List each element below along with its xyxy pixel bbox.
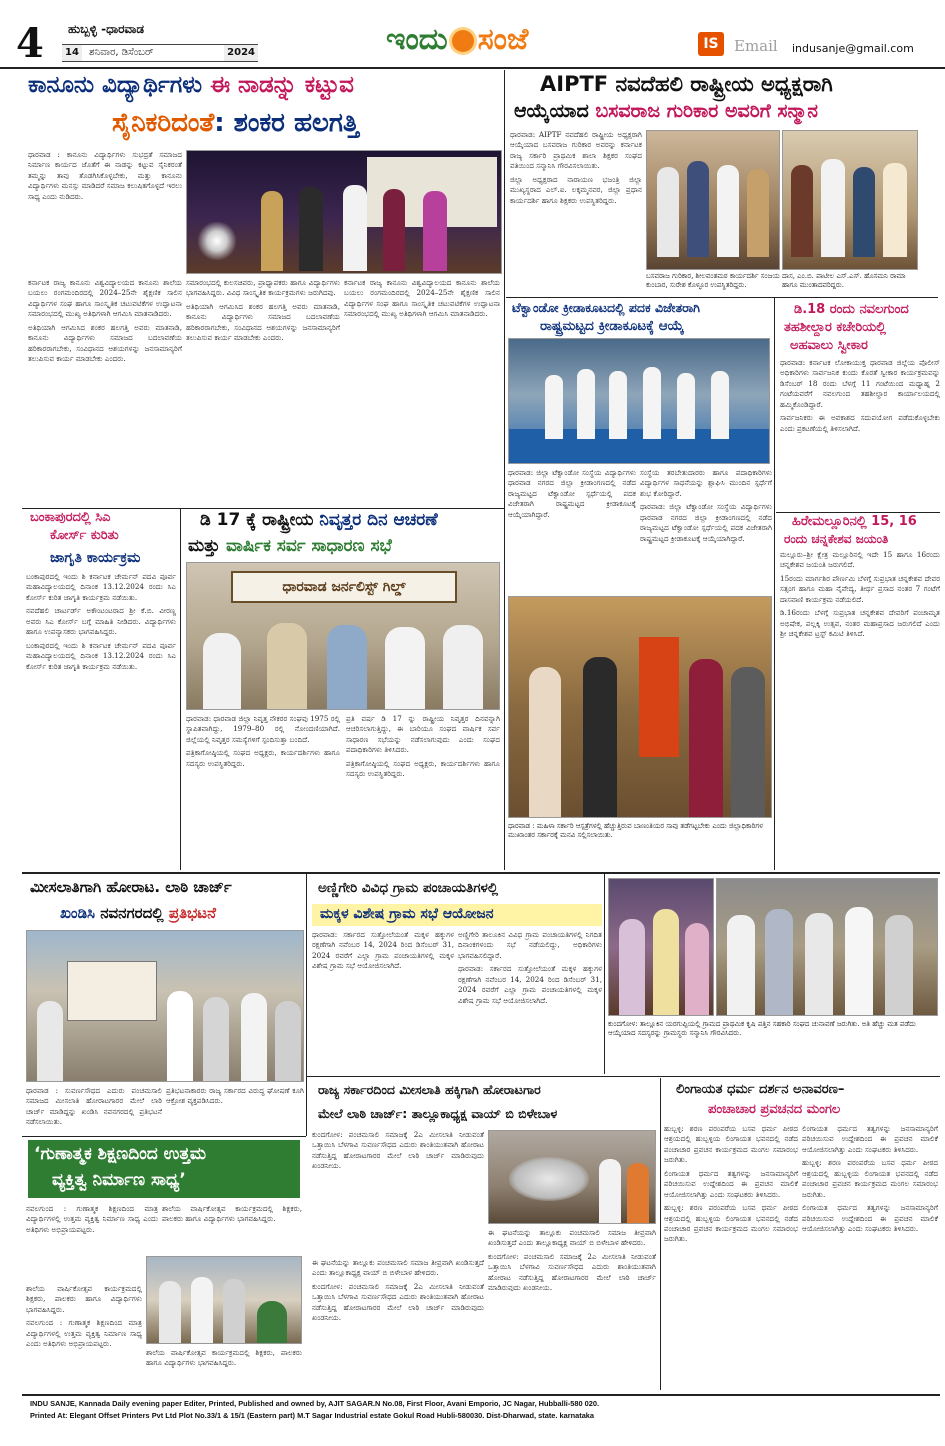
person-figure	[203, 633, 241, 709]
person-figure	[805, 913, 833, 1016]
article5-body	[780, 550, 940, 864]
article6-headline-2: ಕೋರ್ಸ್ ಕುರಿತು	[50, 528, 119, 543]
article2-caption-left: ಬಸವರಾಜ ಗುರಿಕಾರ, ಶೀಲವಂತಮಠ ಕಾರ್ಯದರ್ಶಿ ಸಂಜಯ ಕುಂಬಾರ, ಸುರೇಶ ಕೊಳ್ಳೂರ ಉಪಸ್ಥಿತರಿದ್ದರು.	[646, 272, 780, 290]
article11-headline-1: ರಾಜ್ಯ ಸರ್ಕಾರದಿಂದ ಮೀಸಲಾತಿ ಹಕ್ಕಿಗಾಗಿ ಹೋರಾಟಗಾರ	[318, 1082, 541, 1097]
article13-headline-2: ವ್ಯಕ್ತಿತ್ವ ನಿರ್ಮಾಣ ಸಾಧ್ಯ’	[52, 1170, 186, 1190]
article4-paragraph: ಸಾರ್ವಜನಿಕರು ಈ ಅವಕಾಶದ ಸದುಪಯೋಗ ಪಡೆದುಕೊಳ್ಳಬೇಕು ಎಂದು ಪ್ರಕಟಣೆಯಲ್ಲಿ ತಿಳಿಸಲಾಗಿದೆ.	[780, 413, 940, 433]
person-figure	[883, 163, 907, 257]
article10-caption: ಕುಂದಗೋಳ: ತಾಲ್ಲೂಕಿನ ಯರಗುಪ್ಪಿಯಲ್ಲಿ ಗ್ರಾಮದ ಪ್ರಾಥಮಿಕ ಕೃಷಿ ಪತ್ತಿನ ಸಹಕಾರಿ ಸಂಘದ ಚುನಾವಣೆ ಜರುಗಿತು. ಅತಿ ಹೆಚ್ಚು ಮತ ಪಡೆದು ಆಯ್ಕೆಯಾದ ಸದಸ್ಯರನ್ನು ಗ್ರಾಮಸ್ಥರು ಸನ್ಮಾನಿಸಿ ಗೌರವಿಸಿದರು.	[608, 1020, 916, 1038]
athlete-figure	[609, 371, 627, 439]
protest-banner	[67, 961, 157, 1021]
athlete-figure	[677, 373, 695, 439]
article9-headline-2: ಮಕ್ಕಳ ವಿಶೇಷ ಗ್ರಾಮ ಸಭೆ ಆಯೋಜನ	[320, 906, 494, 922]
article3-body-col2	[640, 468, 772, 592]
article11-headline-2: ಮೇಲೆ ಲಾಠಿ ಚಾರ್ಜ್: ತಾಲ್ಲೂಕಾಧ್ಯಕ್ಷ ವಾಯ್ ಬಿ ಬಿಳೇಬಾಳ	[318, 1106, 558, 1121]
column-rule	[180, 508, 181, 870]
article7-headline-highlight: ನಿವೃತ್ತರ ದಿನ ಆಚರಣೆ	[319, 510, 438, 530]
article8-body-col2	[166, 1086, 304, 1130]
imprint-line-2: Printed At: Elegant Offset Printers Pvt Ltd Plot No.33/1 & 15/1 (Eastern part) M.T Sagar Industrial estate Gokul Road Hubli-580030. Dist-Dharwad, state. karnataka	[30, 1411, 595, 1420]
article1-body-col2	[28, 278, 182, 504]
person-figure	[423, 191, 447, 271]
article13-headline-1: ‘ಗುಣಾತ್ಮಕ ಶಿಕ್ಷಣದಿಂದ ಉತ್ತಮ	[34, 1144, 207, 1164]
article5-headline-1: ಹಿರೇಮಲ್ಲೂರಿನಲ್ಲಿ 15, 16	[792, 514, 917, 529]
article13-body-col3	[26, 1284, 142, 1388]
person-figure	[657, 167, 679, 257]
article2-paragraph: ಜಿಲ್ಲಾ ಅಧ್ಯಕ್ಷರಾದ ನಾರಾಯಣ ಭಜಂತ್ರಿ ಜಿಲ್ಲಾ ಮುಖ್ಯಸ್ಥರಾದ ಎಲ್.ಐ. ಲಕ್ಕಮ್ಮನವರ, ಜಿಲ್ಲಾ ಪ್ರಧಾನ ಕಾರ್ಯದರ್ಶಿ ಹಾಗೂ ಶಿಕ್ಷಕರು ಉಪಸ್ಥಿತರಿದ್ದರು.	[510, 174, 642, 205]
article13-body-col4	[146, 1348, 302, 1388]
article8-body-col1	[26, 1086, 162, 1130]
sun-logo-icon	[452, 30, 474, 52]
date-number: 14	[62, 45, 82, 61]
article12-paragraph: ಹುಬ್ಬಳ್ಳಿ: ಶರಣ ಪರಂಪರೆಯ ಬಸವ ಧರ್ಮ ಪೀಠದ ಆಶ್ರಯದಲ್ಲಿ ಹುಬ್ಬಳ್ಳಿಯ ಲಿಂಗಾಯತ ಭವನದಲ್ಲಿ ನಡೆದ ಪಂಚಾಚಾರ ಪ್ರವಚನ ಕಾರ್ಯಕ್ರಮದ ಮಂಗಲ ಸಮಾರಂಭ ಜರುಗಿತು.	[802, 1158, 938, 1199]
logo-indu: ಇಂದು	[386, 22, 448, 57]
imprint-line-1: INDU SANJE, Kannada Daily evening paper Editer, Printed, Published and owned by, AJIT SAGAR.N No.08, First Floor, Avani Emporio, JC Nagar, Hubballi-580 020.	[30, 1399, 600, 1408]
article8-headline-1: ಮೀಸಲಾತಿಗಾಗಿ ಹೋರಾಟ. ಲಾಠಿ ಚಾರ್ಜ್	[30, 878, 232, 896]
section-rule	[306, 1076, 940, 1077]
is-logo-icon: IS	[698, 32, 724, 56]
article8-photo	[26, 930, 304, 1082]
article5-headline-2: ರಂದು ಚನ್ನಕೇಶವ ಜಯಂತಿ	[784, 532, 889, 546]
article2-headline-aiptf: AIPTF	[540, 72, 609, 96]
newspaper-logo	[386, 22, 528, 57]
article11-paragraph: ಕುಂದಗೋಳ: ಪಂಚಮಸಾಲಿ ಸಮಾಜಕ್ಕೆ 2ಎ ಮೀಸಲಾತಿ ನೀಡುವಂತೆ ಒತ್ತಾಯಿಸಿ ಬೆಳಗಾವಿ ಸುವರ್ಣಸೌಧದ ಎದುರು ಶಾಂತಿಯುತವಾಗಿ ಹೋರಾಟ ನಡೆಸುತ್ತಿದ್ದ ಹೋರಾಟಗಾರರ ಮೇಲೆ ಲಾಠಿ ಚಾರ್ಜ್ ಮಾಡಿರುವುದು ಖಂಡನೀಯ.	[488, 1251, 656, 1293]
column-rule	[660, 1078, 661, 1390]
column-rule	[504, 70, 505, 870]
person-figure	[821, 159, 845, 257]
article5-paragraph: ಡಿ.16ರಂದು ಬೆಳಗ್ಗೆ ಸುಪ್ರಭಾತ ಚನ್ನಕೇಶವ ದೇವರಿಗೆ ಪಂಚಾಮೃತ ಅಭಿಷೇಕ, ಪಲ್ಲಕ್ಕಿ ಉತ್ಸವ, ನಂತರ ಮಹಾಪ್ರಸಾದ ಜರುಗಲಿದೆ ಎಂದು ಶ್ರೀ ಚನ್ನಕೇಶವ ಟ್ರಸ್ಟ್ ಕಮಿಟಿ ತಿಳಿಸಿದೆ.	[780, 608, 940, 639]
article13-paragraph: ಶಾಲೆಯ ವಾರ್ಷಿಕೋತ್ಸವ ಕಾರ್ಯಕ್ರಮದಲ್ಲಿ ಶಿಕ್ಷಕರು, ಪಾಲಕರು ಹಾಗೂ ವಿದ್ಯಾರ್ಥಿಗಳು ಭಾಗವಹಿಸಿದ್ದರು.	[162, 1204, 302, 1224]
email-address[interactable]: indusanje@gmail.com	[792, 42, 914, 55]
article1-headline-highlight: ಈ ನಾಡನ್ನು ಕಟ್ಟುವ	[210, 72, 354, 98]
person-figure	[689, 659, 723, 817]
article13-paragraph: ನವಲಗುಂದ : ಗುಣಾತ್ಮಕ ಶಿಕ್ಷಣದಿಂದ ಮಾತ್ರ ವಿದ್ಯಾರ್ಥಿಗಳಲ್ಲಿ ಉತ್ತಮ ವ್ಯಕ್ತಿತ್ವ ನಿರ್ಮಾಣ ಸಾಧ್ಯ ಎಂದು ಅತಿಥಿಗಳು ಅಭಿಪ್ರಾಯಪಟ್ಟರು.	[26, 1204, 158, 1234]
article4-paragraph: ಧಾರವಾಡ: ಕರ್ನಾಟಕ ಲೋಕಾಯುಕ್ತ ಧಾರವಾಡ ಜಿಲ್ಲೆಯ ಪೊಲೀಸ್ ಅಧಿಕಾರಿಗಳು ಸಾರ್ವಜನಿಕ ಕುಂದು ಕೊರತೆ ಸ್ವೀಕಾರ ಕಾರ್ಯಕ್ರಮವನ್ನು ಡಿಸೆಂಬರ್ 18 ರಂದು ಬೆಳಗ್ಗೆ 11 ಗಂಟೆಯಿಂದ ಮಧ್ಯಾಹ್ನ 2 ಗಂಟೆಯವರೆಗೆ ನವಲಗುಂದ ತಹಶೀಲ್ದಾರ ಕಾರ್ಯಾಲಯದಲ್ಲಿ ಹಮ್ಮಿಕೊಂಡಿದ್ದಾರೆ.	[780, 358, 940, 409]
person-figure	[619, 919, 645, 1016]
person-figure	[685, 923, 709, 1016]
article10-photo-left	[608, 878, 714, 1016]
person-figure	[687, 161, 709, 257]
article1-headline-text: ಕಾನೂನು ವಿದ್ಯಾರ್ಥಿಗಳು	[28, 72, 211, 98]
article6-paragraph: ಬಂಕಾಪುರದಲ್ಲಿ ಇಂದು ಶಿ ಕರ್ನಾಟಕ ಚೇರ್ಮನ್ ಪದವಿ ಪೂರ್ವ ಮಹಾವಿದ್ಯಾಲಯದಲ್ಲಿ ದಿನಾಂಕ 13.12.2024 ರಂದು ಸಿಎ ಕೋರ್ಸ್ ಕುರಿತ ಜಾಗೃತಿ ಕಾರ್ಯಕ್ರಮ ನಡೆಯಿತು.	[26, 572, 176, 602]
article1-paragraph: ಕರ್ನಾಟಕ ರಾಜ್ಯ ಕಾನೂನು ವಿಶ್ವವಿದ್ಯಾಲಯದ ಕಾನೂನು ಶಾಲೆಯ ಬಯಲು ರಂಗಮಂದಿರದಲ್ಲಿ 2024–25ನೇ ಶೈಕ್ಷಣಿಕ ಸಾಲಿನ ವಿದ್ಯಾರ್ಥಿಗಳ ಸಂಘ ಹಾಗೂ ಸಾಂಸ್ಕೃತಿಕ ಚಟುವಟಿಕೆಗಳ ಉದ್ಘಾಟನಾ ಸಮಾರಂಭದಲ್ಲಿ ಮುಖ್ಯ ಅತಿಥಿಗಳಾಗಿ ಆಗಮಿಸಿ ಮಾತನಾಡಿದರು.	[344, 278, 500, 319]
article13-paragraph: ನವಲಗುಂದ : ಗುಣಾತ್ಮಕ ಶಿಕ್ಷಣದಿಂದ ಮಾತ್ರ ವಿದ್ಯಾರ್ಥಿಗಳಲ್ಲಿ ಉತ್ತಮ ವ್ಯಕ್ತಿತ್ವ ನಿರ್ಮಾಣ ಸಾಧ್ಯ ಎಂದು ಅತಿಥಿಗಳು ಅಭಿಪ್ರಾಯಪಟ್ಟರು.	[26, 1318, 142, 1349]
article8-headline2-highlight: ಖಂಡಿಸಿ	[60, 904, 95, 922]
article3-paragraph: ಸಂಸ್ಥೆಯ ತರಬೇತುದಾರರು ಹಾಗೂ ಪದಾಧಿಕಾರಿಗಳು ವಿದ್ಯಾರ್ಥಿಗಳ ಸಾಧನೆಯನ್ನು ಶ್ಲಾಘಿಸಿ ಮುಂದಿನ ಸ್ಪರ್ಧೆಗೆ ಶುಭ ಕೋರಿದ್ದಾರೆ.	[640, 468, 772, 498]
guild-banner: ಧಾರವಾಡ ಜರ್ನಲಿಸ್ಟ್ ಗಿಲ್ಡ್	[231, 571, 457, 603]
article1-photo	[186, 150, 502, 274]
article2-headline-2	[514, 100, 944, 123]
article2-photo-right	[782, 130, 918, 270]
section-rule	[22, 508, 504, 509]
article1-body-col4	[344, 278, 500, 504]
article1-headline2-highlight: ಸೈನಿಕರಿದಂತೆ	[112, 108, 215, 138]
article7-headline2-highlight: ವಾರ್ಷಿಕ ಸರ್ವ ಸಾಧಾರಣ ಸಭೆ	[225, 536, 392, 556]
person-figure	[791, 165, 813, 257]
column-rule	[774, 298, 775, 870]
article1-paragraph: ಕರ್ನಾಟಕ ರಾಜ್ಯ ಕಾನೂನು ವಿಶ್ವವಿದ್ಯಾಲಯದ ಕಾನೂನು ಶಾಲೆಯ ಬಯಲು ರಂಗಮಂದಿರದಲ್ಲಿ 2024–25ನೇ ಶೈಕ್ಷಣಿಕ ಸಾಲಿನ ವಿದ್ಯಾರ್ಥಿಗಳ ಸಂಘ ಹಾಗೂ ಸಾಂಸ್ಕೃತಿಕ ಚಟುವಟಿಕೆಗಳ ಉದ್ಘಾಟನಾ ಸಮಾರಂಭದಲ್ಲಿ ಮುಖ್ಯ ಅತಿಥಿಗಳಾಗಿ ಆಗಮಿಸಿ ಮಾತನಾಡಿದರು.	[28, 278, 182, 319]
article1-paragraph: ಅತಿಥಿಯಾಗಿ ಆಗಮಿಸಿದ ಶಂಕರ ಹಲಗತ್ತಿ ಅವರು ಮಾತನಾಡಿ, ಕಾನೂನು ವಿದ್ಯಾರ್ಥಿಗಳು ಸಮಾಜದ ಬದಲಾವಣೆಯ ಹರಿಕಾರರಾಗಬೇಕು, ಸಂವಿಧಾನದ ಆಶಯಗಳನ್ನು ಜನಸಾಮಾನ್ಯರಿಗೆ ತಲುಪಿಸುವ ಕಾರ್ಯ ಮಾಡಬೇಕು ಎಂದರು.	[186, 301, 340, 343]
article9-body-col1	[312, 930, 454, 1070]
article11-body-col1	[312, 1130, 484, 1254]
person-figure	[599, 1159, 621, 1224]
article3-photo-2	[508, 596, 772, 818]
athlete-figure	[577, 369, 595, 439]
article2-headline-1	[540, 72, 940, 97]
masthead	[0, 0, 945, 68]
article4-headline-1: ಡಿ.18 ರಂದು ನವಲಗುಂದ	[794, 302, 909, 317]
person-figure	[653, 909, 679, 1016]
article12-paragraph: ಹುಬ್ಬಳ್ಳಿ: ಶರಣ ಪರಂಪರೆಯ ಬಸವ ಧರ್ಮ ಪೀಠದ ಆಶ್ರಯದಲ್ಲಿ ಹುಬ್ಬಳ್ಳಿಯ ಲಿಂಗಾಯತ ಭವನದಲ್ಲಿ ನಡೆದ ಪಂಚಾಚಾರ ಪ್ರವಚನ ಕಾರ್ಯಕ್ರಮದ ಮಂಗಲ ಸಮಾರಂಭ ಜರುಗಿತು.	[664, 1203, 798, 1244]
person-figure	[299, 187, 323, 271]
person-figure	[529, 667, 561, 817]
person-figure	[885, 915, 913, 1016]
article7-headline2-text: ಮತ್ತು	[188, 536, 226, 556]
article1-headline-1	[28, 72, 498, 100]
article3-headline-2: ರಾಷ್ಟ್ರಮಟ್ಟದ ಕ್ರೀಡಾಕೂಟಕ್ಕೆ ಆಯ್ಕೆ	[540, 318, 684, 334]
section-rule	[506, 297, 938, 298]
article2-headline2-text: ಆಯ್ಕೆಯಾದ	[514, 100, 596, 122]
article7-body-col1	[186, 714, 340, 864]
column-rule	[604, 874, 605, 1074]
article3-paragraph: ಧಾರವಾಡ: ಜಿಲ್ಲಾ ಟೆಕ್ವಾಂಡೋ ಸಂಸ್ಥೆಯ ವಿದ್ಯಾರ್ಥಿಗಳು ಧಾರವಾಡ ನಗರದ ಜಿಲ್ಲಾ ಕ್ರೀಡಾಂಗಣದಲ್ಲಿ ನಡೆದ ರಾಜ್ಯಮಟ್ಟದ ಟೆಕ್ವಾಂಡೋ ಸ್ಪರ್ಧೆಯಲ್ಲಿ ಪದಕ ವಿಜೇತರಾಗಿ ರಾಷ್ಟ್ರಮಟ್ಟದ ಕ್ರೀಡಾಕೂಟಕ್ಕೆ ಆಯ್ಕೆಯಾಗಿದ್ದಾರೆ.	[640, 502, 772, 543]
footer-rule	[22, 1394, 940, 1396]
dateline	[62, 44, 258, 62]
article1-paragraph: ಧಾರವಾಡ : ಕಾನೂನು ವಿದ್ಯಾರ್ಥಿಗಳು ಸುಭದ್ರತೆ ಸಮಾಜದ ನಿರ್ಮಾಣ ಕಾರ್ಯದ ಜೊತೆಗೆ ಈ ನಾಡನ್ನು ಕಟ್ಟುವ ಸೈನಿಕರಂತೆ ತಮ್ಮನ್ನು ತಾವು ತೊಡಗಿಸಿಕೊಳ್ಳಬೇಕು, ಮತ್ತು ಕಾನೂನು ವಿದ್ಯಾರ್ಥಿಗಳು ಮನಸ್ಸು ಮಾಡಿದರೆ ಸಮಾಜ ಕಲುಷಿತಗೊಳ್ಳದೆ ಇರಲು ಸಾಧ್ಯ ಎಂದು ನುಡಿದರು.	[28, 150, 182, 201]
article11-paragraph: ಕುಂದಗೋಳ: ಪಂಚಮಸಾಲಿ ಸಮಾಜಕ್ಕೆ 2ಎ ಮೀಸಲಾತಿ ನೀಡುವಂತೆ ಒತ್ತಾಯಿಸಿ ಬೆಳಗಾವಿ ಸುವರ್ಣಸೌಧದ ಎದುರು ಶಾಂತಿಯುತವಾಗಿ ಹೋರಾಟ ನಡೆಸುತ್ತಿದ್ದ ಹೋರಾಟಗಾರರ ಮೇಲೆ ಲಾಠಿ ಚಾರ್ಜ್ ಮಾಡಿರುವುದು ಖಂಡನೀಯ.	[312, 1281, 484, 1323]
article7-body-col2	[346, 714, 500, 864]
column-rule	[306, 874, 307, 1136]
article11-paragraph: ಈ ಘಟನೆಯನ್ನು ತಾಲ್ಲೂಕು ಪಂಚಮಸಾಲಿ ಸಮಾಜ ತೀವ್ರವಾಗಿ ಖಂಡಿಸುತ್ತದೆ ಎಂದು ತಾಲ್ಲೂಕಾಧ್ಯಕ್ಷ ವಾಯ್ ಬಿ ಬಿಳೇಬಾಳ ಹೇಳಿದರು.	[312, 1258, 484, 1278]
person-figure	[191, 1277, 213, 1344]
article3-photo	[508, 338, 770, 464]
article12-paragraph: ಲಿಂಗಾಯತ ಧರ್ಮದ ತತ್ವಗಳನ್ನು ಜನಸಾಮಾನ್ಯರಿಗೆ ಪರಿಚಯಿಸುವ ಉದ್ದೇಶದಿಂದ ಈ ಪ್ರವಚನ ಮಾಲಿಕೆ ಆಯೋಜಿಸಲಾಗಿತ್ತು ಎಂದು ಸಂಘಟಕರು ತಿಳಿಸಿದರು.	[664, 1168, 798, 1199]
article6-body	[26, 572, 176, 870]
athlete-figure	[711, 371, 729, 439]
article6-paragraph: ಬಂಕಾಪುರದಲ್ಲಿ ಇಂದು ಶಿ ಕರ್ನಾಟಕ ಚೇರ್ಮನ್ ಪದವಿ ಪೂರ್ವ ಮಹಾವಿದ್ಯಾಲಯದಲ್ಲಿ ದಿನಾಂಕ 13.12.2024 ರಂದು ಸಿಎ ಕೋರ್ಸ್ ಕುರಿತ ಜಾಗೃತಿ ಕಾರ್ಯಕ್ರಮ ನಡೆಯಿತು.	[26, 640, 176, 671]
article3-caption: ಧಾರವಾಡ : ಮಹಿಳಾ ಸರ್ಕಾರಿ ಆಸ್ಪತ್ರೆಗಳಲ್ಲಿ ಹೆಚ್ಚುತ್ತಿರುವ ಬಾಣಂತಿಯರ ಸಾವು ತಡೆಗಟ್ಟಬೇಕು ಎಂದು ಜಿಲ್ಲಾಧಿಕಾರಿಗಳ ಮುಖಾಂತರ ಸರ್ಕಾರಕ್ಕೆ ಮನವಿ ಸಲ್ಲಿಸಲಾಯಿತು.	[508, 822, 763, 840]
person-figure	[241, 993, 267, 1082]
article12-paragraph: ಲಿಂಗಾಯತ ಧರ್ಮದ ತತ್ವಗಳನ್ನು ಜನಸಾಮಾನ್ಯರಿಗೆ ಪರಿಚಯಿಸುವ ಉದ್ದೇಶದಿಂದ ಈ ಪ್ರವಚನ ಮಾಲಿಕೆ ಆಯೋಜಿಸಲಾಗಿತ್ತು ಎಂದು ಸಂಘಟಕರು ತಿಳಿಸಿದರು.	[802, 1203, 938, 1233]
article1-paragraph: ಅತಿಥಿಯಾಗಿ ಆಗಮಿಸಿದ ಶಂಕರ ಹಲಗತ್ತಿ ಅವರು ಮಾತನಾಡಿ, ಕಾನೂನು ವಿದ್ಯಾರ್ಥಿಗಳು ಸಮಾಜದ ಬದಲಾವಣೆಯ ಹರಿಕಾರರಾಗಬೇಕು, ಸಂವಿಧಾನದ ಆಶಯಗಳನ್ನು ಜನಸಾಮಾನ್ಯರಿಗೆ ತಲುಪಿಸುವ ಕಾರ್ಯ ಮಾಡಬೇಕು ಎಂದರು.	[28, 322, 182, 364]
article11-body-col3	[312, 1258, 484, 1388]
plant-pot	[257, 1301, 287, 1344]
section-rule	[776, 512, 940, 513]
article11-body-col2	[488, 1228, 656, 1388]
section-rule	[22, 872, 940, 874]
person-figure	[845, 907, 873, 1016]
stage-light	[197, 221, 237, 261]
article3-paragraph: ಧಾರವಾಡ: ಜಿಲ್ಲಾ ಟೆಕ್ವಾಂಡೋ ಸಂಸ್ಥೆಯ ವಿದ್ಯಾರ್ಥಿಗಳು ಧಾರವಾಡ ನಗರದ ಜಿಲ್ಲಾ ಕ್ರೀಡಾಂಗಣದಲ್ಲಿ ನಡೆದ ರಾಜ್ಯಮಟ್ಟದ ಟೆಕ್ವಾಂಡೋ ಸ್ಪರ್ಧೆಯಲ್ಲಿ ಪದಕ ವಿಜೇತರಾಗಿ ರಾಷ್ಟ್ರಮಟ್ಟದ ಕ್ರೀಡಾಕೂಟಕ್ಕೆ ಆಯ್ಕೆಯಾಗಿದ್ದಾರೆ.	[508, 468, 636, 519]
article7-headline-2	[188, 536, 500, 556]
article9-paragraph: ಅಣ್ಣಿಗೇರಿ ತಾಲೂಕಿನ ವಿವಿಧ ಗ್ರಾಮ ಪಂಚಾಯತಿಗಳಲ್ಲಿ ನಿಗದಿತ ದಿನಾಂಕಗಳಂದು ಸಭೆ ನಡೆಯಲಿದ್ದು, ಅಧಿಕಾರಿಗಳು ಭಾಗವಹಿಸಲಿದ್ದಾರೆ.	[458, 930, 602, 960]
article1-headline-2	[112, 108, 492, 139]
article12-headline-1: ಲಿಂಗಾಯತ ಧರ್ಮ ದರ್ಶನ ಅನಾವರಣ–	[676, 1082, 845, 1097]
article1-body-col3	[186, 278, 340, 504]
person-figure	[853, 167, 875, 257]
person-figure	[747, 169, 769, 257]
ms-banner	[639, 637, 679, 757]
article2-paragraph: ಧಾರವಾಡ: AIPTF ನವದೆಹಲಿ ರಾಷ್ಟ್ರೀಯ ಅಧ್ಯಕ್ಷರಾಗಿ ಆಯ್ಕೆಯಾದ ಬಸವರಾಜ ಗುರಿಕಾರ ಅವರನ್ನು ಕರ್ನಾಟಕ ರಾಜ್ಯ ಸರ್ಕಾರಿ ಪ್ರಾಥಮಿಕ ಶಾಲಾ ಶಿಕ್ಷಕರ ಸಂಘದ ವತಿಯಿಂದ ಸನ್ಮಾನಿಸಿ ಗೌರವಿಸಲಾಯಿತು.	[510, 130, 642, 171]
year: 2024	[224, 45, 258, 61]
article6-paragraph: ನವದೆಹಲಿ ಚಾರ್ಟರ್ಡ್ ಅಕೌಂಟಂಟರಾದ ಶ್ರೀ ಕೆ.ಬಿ. ವೀರಣ್ಣ ಅವರು ಸಿಎ ಕೋರ್ಸ್ ಬಗ್ಗೆ ಮಾಹಿತಿ ನೀಡಿದರು. ವಿದ್ಯಾರ್ಥಿಗಳು ಹಾಗೂ ಉಪನ್ಯಾಸಕರು ಭಾಗವಹಿಸಿದ್ದರು.	[26, 606, 176, 637]
article3-body-col1	[508, 468, 636, 592]
article11-photo	[488, 1130, 656, 1224]
article9-paragraph: ಧಾರವಾಡ: ಸರ್ಕಾರದ ಸುತ್ತೋಲೆಯಂತೆ ಮಕ್ಕಳ ಹಕ್ಕುಗಳ ರಕ್ಷಣೆಗಾಗಿ ನವೆಂಬರ 14, 2024 ರಿಂದ ಡಿಸೆಂಬರ್ 31, 2024 ರವರೆಗೆ ಎಲ್ಲಾ ಗ್ರಾಮ ಪಂಚಾಯತಿಗಳಲ್ಲಿ ಮಕ್ಕಳ ವಿಶೇಷ ಗ್ರಾಮ ಸಭೆ ಆಯೋಜಿಸಲಾಗಿದೆ.	[458, 964, 602, 1005]
article2-caption-right: ದಾಸ, ಎಂ.ಬಿ. ಪಾಟೀಲ ಎಸ್.ಎಸ್. ಹೊಸಮನಿ ರಾಮಾ ಹಾಗೂ ಮುಂತಾದವರಿದ್ದರು.	[782, 272, 906, 290]
person-figure	[203, 997, 229, 1082]
person-figure	[727, 915, 755, 1016]
article1-headline2-text: : ಶಂಕರ ಹಲಗತ್ತಿ	[214, 108, 359, 138]
article2-headline-text: ನವದೆಹಲಿ ರಾಷ್ಟ್ರೀಯ ಅಧ್ಯಕ್ಷರಾಗಿ	[608, 72, 833, 96]
article9-headline-1: ಅಣ್ಣಿಗೇರಿ ವಿವಿಧ ಗ್ರಾಮ ಪಂಚಾಯತಿಗಳಲ್ಲಿ	[318, 880, 499, 896]
article9-body-col2	[458, 930, 602, 1070]
article4-headline-3: ಅಹವಾಲು ಸ್ವೀಕಾರ	[790, 338, 868, 353]
person-figure	[385, 627, 425, 709]
person-figure	[383, 189, 405, 271]
article8-headline-2	[60, 904, 310, 922]
article4-headline-2: ತಹಶೀಲ್ದಾರ ಕಚೇರಿಯಲ್ಲಿ	[784, 320, 886, 335]
person-figure	[223, 1279, 245, 1344]
person-figure	[765, 909, 793, 1016]
article7-photo	[186, 562, 500, 710]
article13-body-col2	[162, 1204, 302, 1254]
person-figure	[443, 625, 483, 709]
section-rule	[22, 1136, 306, 1137]
article4-body	[780, 358, 940, 510]
article7-paragraph: ಧಾರವಾಡ: ಧಾರವಾಡ ಜಿಲ್ಲಾ ನಿವೃತ್ತ ನೌಕರರ ಸಂಘವು 1975 ರಲ್ಲಿ ಸ್ಥಾಪಿತವಾಗಿದ್ದು, 1979–80 ರಲ್ಲಿ ನೋಂದಣಿಯಾಗಿದೆ. ಜಿಲ್ಲೆಯಲ್ಲಿ ನಿವೃತ್ತರ ಸಮಸ್ಯೆಗಳಿಗೆ ಸ್ಪಂದಿಸುತ್ತಾ ಬಂದಿದೆ.	[186, 714, 340, 744]
masthead-rule	[0, 67, 945, 69]
article1-paragraph: ಸಮಾರಂಭದಲ್ಲಿ ಕುಲಸಚಿವರು, ಪ್ರಾಧ್ಯಾಪಕರು ಹಾಗೂ ವಿದ್ಯಾರ್ಥಿಗಳು ಭಾಗವಹಿಸಿದ್ದರು. ವಿವಿಧ ಸಾಂಸ್ಕೃತಿಕ ಕಾರ್ಯಕ್ರಮಗಳು ಜರುಗಿದವು.	[186, 278, 340, 298]
article6-headline-3: ಜಾಗೃತಿ ಕಾರ್ಯಕ್ರಮ	[50, 550, 141, 566]
article2-body	[510, 130, 642, 294]
city-label: ಹುಬ್ಬಳ್ಳಿ -ಧಾರವಾಡ	[68, 22, 144, 36]
article13-photo	[146, 1256, 302, 1344]
article7-paragraph: ಪ್ರತಿ ವರ್ಷ ಡಿ 17 ನ್ನು ರಾಷ್ಟ್ರೀಯ ನಿವೃತ್ತರ ದಿನವನ್ನಾಗಿ ಆಚರಿಸಲಾಗುತ್ತಿದ್ದು, ಈ ಬಾರಿಯೂ ಸಂಘದ ವಾರ್ಷಿಕ ಸರ್ವ ಸಾಧಾರಣ ಸಭೆಯನ್ನು ನಡೆಸಲಾಗುವುದು ಎಂದು ಸಂಘದ ಪದಾಧಿಕಾರಿಗಳು ತಿಳಿಸಿದರು.	[346, 714, 500, 755]
article2-headline2-highlight: ಬಸವರಾಜ ಗುರಿಕಾರ ಅವರಿಗೆ ಸನ್ಮಾನ	[595, 100, 818, 122]
article8-headline2-text: ನವನಗರದಲ್ಲಿ	[94, 904, 169, 922]
person-figure	[327, 625, 367, 709]
person-figure	[731, 667, 765, 817]
article3-headline-1: ಟೆಕ್ವಾಂಡೋ ಕ್ರೀಡಾಕೂಟದಲ್ಲಿ ಪದಕ ವಿಜೇತರಾಗಿ	[512, 300, 700, 315]
athlete-figure	[545, 375, 563, 439]
article5-paragraph: ಮಲ್ಲೂರು–ಶ್ರೀ ಕ್ಷೇತ್ರ ಮಲ್ಲೂರಿನಲ್ಲಿ ಇದೇ 15 ಹಾಗೂ 16ರಂದು ಚನ್ನಕೇಶವ ಜಯಂತಿ ಜರುಗಲಿದೆ.	[780, 550, 940, 570]
article7-paragraph: ಪತ್ರಿಕಾಗೋಷ್ಠಿಯಲ್ಲಿ ಸಂಘದ ಅಧ್ಯಕ್ಷರು, ಕಾರ್ಯದರ್ಶಿಗಳು ಹಾಗೂ ಸದಸ್ಯರು ಉಪಸ್ಥಿತರಿದ್ದರು.	[186, 748, 340, 768]
person-figure	[261, 191, 283, 271]
person-figure	[717, 165, 739, 257]
page-number: 4	[16, 20, 44, 67]
logo-sanje: ಸಂಜೆ	[477, 22, 529, 57]
article7-headline-text: ಡಿ 17 ಕ್ಕೆ ರಾಷ್ಟ್ರೀಯ	[200, 510, 320, 530]
article11-paragraph: ಕುಂದಗೋಳ: ಪಂಚಮಸಾಲಿ ಸಮಾಜಕ್ಕೆ 2ಎ ಮೀಸಲಾತಿ ನೀಡುವಂತೆ ಒತ್ತಾಯಿಸಿ ಬೆಳಗಾವಿ ಸುವರ್ಣಸೌಧದ ಎದುರು ಶಾಂತಿಯುತವಾಗಿ ಹೋರಾಟ ನಡೆಸುತ್ತಿದ್ದ ಹೋರಾಟಗಾರರ ಮೇಲೆ ಲಾಠಿ ಚಾರ್ಜ್ ಮಾಡಿರುವುದು ಖಂಡನೀಯ.	[312, 1130, 484, 1171]
person-figure	[627, 1163, 649, 1224]
person-figure	[343, 185, 367, 271]
smoke-cloud	[509, 1157, 589, 1201]
article7-paragraph: ಪತ್ರಿಕಾಗೋಷ್ಠಿಯಲ್ಲಿ ಸಂಘದ ಅಧ್ಯಕ್ಷರು, ಕಾರ್ಯದರ್ಶಿಗಳು ಹಾಗೂ ಸದಸ್ಯರು ಉಪಸ್ಥಿತರಿದ್ದರು.	[346, 758, 500, 779]
article12-paragraph: ಲಿಂಗಾಯತ ಧರ್ಮದ ತತ್ವಗಳನ್ನು ಜನಸಾಮಾನ್ಯರಿಗೆ ಪರಿಚಯಿಸುವ ಉದ್ದೇಶದಿಂದ ಈ ಪ್ರವಚನ ಮಾಲಿಕೆ ಆಯೋಜಿಸಲಾಗಿತ್ತು ಎಂದು ಸಂಘಟಕರು ತಿಳಿಸಿದರು.	[802, 1124, 938, 1154]
article8-paragraph: ಪ್ರತಿಭಟನಾಕಾರರು ರಾಜ್ಯ ಸರ್ಕಾರದ ವಿರುದ್ಧ ಘೋಷಣೆ ಕೂಗಿ ಆಕ್ರೋಶ ವ್ಯಕ್ತಪಡಿಸಿದರು.	[166, 1086, 304, 1106]
person-figure	[37, 1001, 63, 1082]
article13-body-col1	[26, 1204, 158, 1280]
article12-headline-2: ಪಂಚಾಚಾರ ಪ್ರವಚನದ ಮಂಗಲ	[708, 1102, 841, 1117]
person-figure	[159, 1281, 181, 1344]
article11-paragraph: ಈ ಘಟನೆಯನ್ನು ತಾಲ್ಲೂಕು ಪಂಚಮಸಾಲಿ ಸಮಾಜ ತೀವ್ರವಾಗಿ ಖಂಡಿಸುತ್ತದೆ ಎಂದು ತಾಲ್ಲೂಕಾಧ್ಯಕ್ಷ ವಾಯ್ ಬಿ ಬಿಳೇಬಾಳ ಹೇಳಿದರು.	[488, 1228, 656, 1248]
article7-headline-1	[200, 510, 500, 530]
person-figure	[267, 623, 307, 709]
person-figure	[583, 657, 617, 817]
article10-photo-right	[716, 878, 938, 1016]
article13-paragraph: ಶಾಲೆಯ ವಾರ್ಷಿಕೋತ್ಸವ ಕಾರ್ಯಕ್ರಮದಲ್ಲಿ ಶಿಕ್ಷಕರು, ಪಾಲಕರು ಹಾಗೂ ವಿದ್ಯಾರ್ಥಿಗಳು ಭಾಗವಹಿಸಿದ್ದರು.	[26, 1284, 142, 1314]
article12-body-col1	[664, 1124, 798, 1390]
article12-body-col2	[802, 1124, 938, 1390]
article6-headline-1: ಬಂಕಾಪುರದಲ್ಲಿ ಸಿಎ	[30, 510, 111, 525]
weekday-month: ಶನಿವಾರ, ಡಿಸೆಂಬರ್	[89, 47, 154, 58]
athlete-figure	[643, 367, 661, 439]
article13-paragraph: ಶಾಲೆಯ ವಾರ್ಷಿಕೋತ್ಸವ ಕಾರ್ಯಕ್ರಮದಲ್ಲಿ ಶಿಕ್ಷಕರು, ಪಾಲಕರು ಹಾಗೂ ವಿದ್ಯಾರ್ಥಿಗಳು ಭಾಗವಹಿಸಿದ್ದರು.	[146, 1348, 302, 1368]
article2-photo-left	[646, 130, 780, 270]
article8-headline2-red: ಪ್ರತಿಭಟನೆ	[168, 904, 217, 922]
person-figure	[275, 1001, 301, 1082]
article9-paragraph: ಧಾರವಾಡ: ಸರ್ಕಾರದ ಸುತ್ತೋಲೆಯಂತೆ ಮಕ್ಕಳ ಹಕ್ಕುಗಳ ರಕ್ಷಣೆಗಾಗಿ ನವೆಂಬರ 14, 2024 ರಿಂದ ಡಿಸೆಂಬರ್ 31, 2024 ರವರೆಗೆ ಎಲ್ಲಾ ಗ್ರಾಮ ಪಂಚಾಯತಿಗಳಲ್ಲಿ ಮಕ್ಕಳ ವಿಶೇಷ ಗ್ರಾಮ ಸಭೆ ಆಯೋಜಿಸಲಾಗಿದೆ.	[312, 930, 454, 971]
article1-body-col1	[28, 150, 182, 274]
article12-paragraph: ಹುಬ್ಬಳ್ಳಿ: ಶರಣ ಪರಂಪರೆಯ ಬಸವ ಧರ್ಮ ಪೀಠದ ಆಶ್ರಯದಲ್ಲಿ ಹುಬ್ಬಳ್ಳಿಯ ಲಿಂಗಾಯತ ಭವನದಲ್ಲಿ ನಡೆದ ಪಂಚಾಚಾರ ಪ್ರವಚನ ಕಾರ್ಯಕ್ರಮದ ಮಂಗಲ ಸಮಾರಂಭ ಜರುಗಿತು.	[664, 1124, 798, 1165]
article8-paragraph: ಧಾರವಾಡ : ಸುವರ್ಣಸೌಧದ ಎದುರು ಪಂಚಮಸಾಲಿ ಸಮಾಜದ ಮೀಸಲಾತಿ ಹೋರಾಟಗಾರರ ಮೇಲೆ ಲಾಠಿ ಚಾರ್ಜ್ ಮಾಡಿದ್ದನ್ನು ಖಂಡಿಸಿ ನವನಗರದಲ್ಲಿ ಪ್ರತಿಭಟನೆ ನಡೆಸಲಾಯಿತು.	[26, 1086, 162, 1127]
article5-paragraph: 15ರಂದು ಮಾರ್ಗಶಿರ ಪೌರ್ಣಮಿ ಬೆಳಗ್ಗೆ ಸುಪ್ರಭಾತ ಚನ್ನಕೇಶವ ದೇವರ ಸತ್ಸಂಗ ಹಾಗೂ ಮಹಾ ನೈವೇದ್ಯ, ತೀರ್ಥ ಪ್ರಸಾದ ನಂತರ 7 ಗಂಟೆಗೆ ದಾಸವಾಣಿ ಕಾರ್ಯಕ್ರಮ ನಡೆಯಲಿದೆ.	[780, 573, 940, 604]
person-figure	[167, 991, 193, 1082]
email-label: Email	[734, 37, 778, 55]
